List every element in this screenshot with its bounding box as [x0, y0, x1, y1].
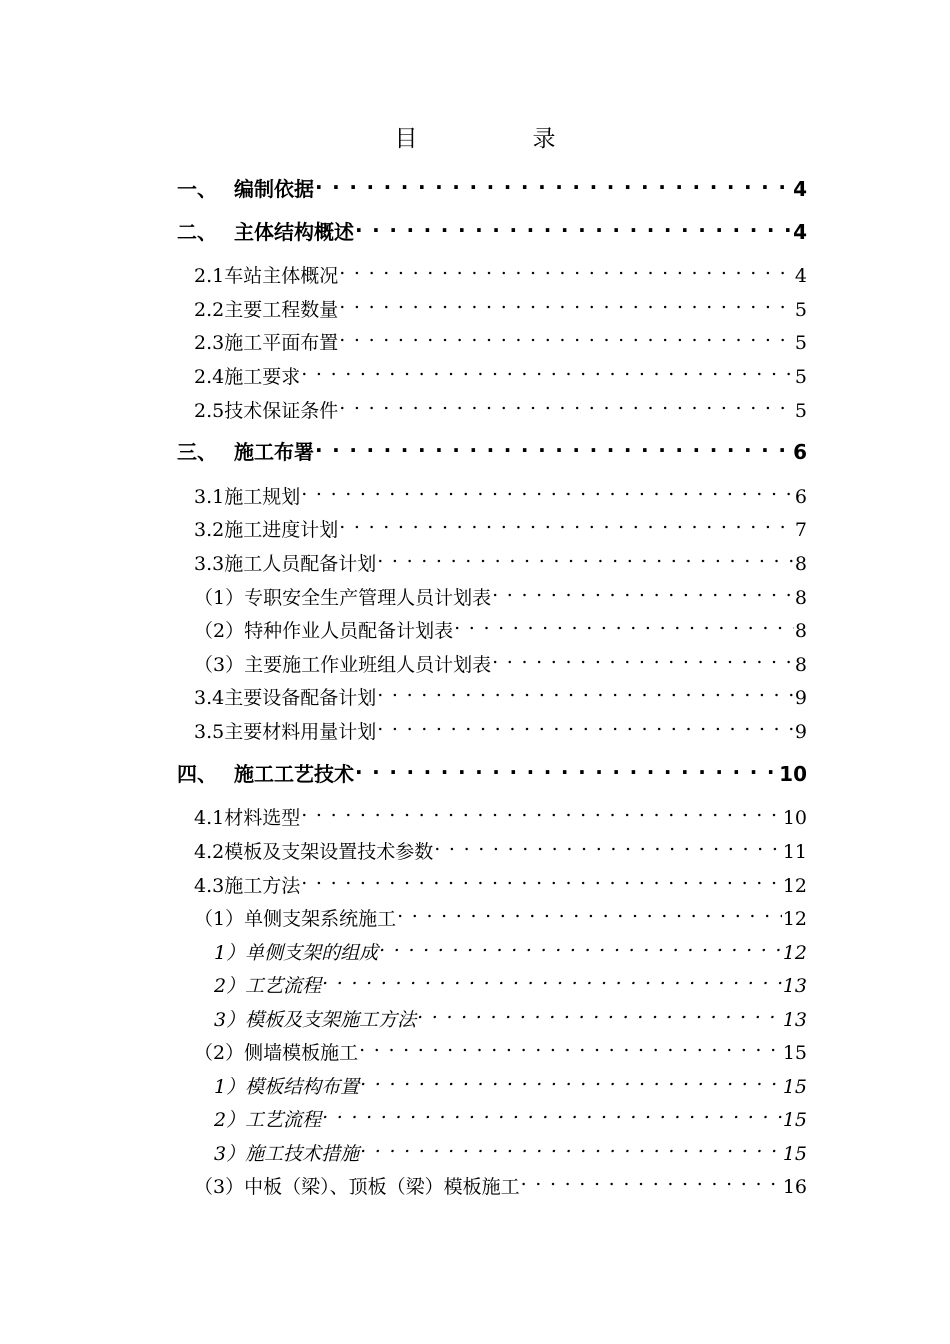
- toc-entry-3-3-1[interactable]: [194, 576, 807, 609]
- dot-leader: [301, 475, 794, 503]
- dot-leader: [377, 542, 794, 570]
- toc-entry-text: （1）单侧支架系统施工: [194, 908, 397, 930]
- toc-entry-3-3[interactable]: [194, 542, 807, 575]
- toc-entry-4-3-3[interactable]: [194, 1165, 807, 1198]
- toc-entry-page: 6: [794, 486, 807, 508]
- toc-entry-text: 3.3施工人员配备计划: [194, 553, 377, 575]
- toc-entry-page: 8: [794, 654, 807, 676]
- toc-entry-3-5[interactable]: [194, 710, 807, 743]
- toc-entry-2-5[interactable]: [194, 389, 807, 422]
- toc-entry-page: 12: [782, 908, 807, 930]
- toc-entry-page: 12: [782, 942, 807, 964]
- toc-entry-4-3-1-3[interactable]: [214, 998, 807, 1031]
- toc-entry-4-3-1-1[interactable]: [214, 931, 807, 964]
- toc-entry-page: 5: [794, 332, 807, 354]
- toc-entry-label: [177, 218, 354, 246]
- dot-leader: [360, 1065, 782, 1093]
- toc-entry-page: 16: [782, 1176, 807, 1198]
- dot-leader: [339, 288, 794, 316]
- dot-leader: [521, 1165, 782, 1193]
- toc-entry-text: （2）侧墙模板施工: [194, 1042, 359, 1064]
- dot-leader: [379, 931, 782, 959]
- dot-leader: [301, 355, 794, 383]
- toc-entry-number: 二、: [177, 220, 217, 244]
- toc-entry-text: 2）工艺流程: [214, 975, 322, 997]
- toc-entry-text: 1）单侧支架的组成: [214, 942, 379, 964]
- dot-leader: [301, 796, 782, 824]
- toc-entry-page: 7: [794, 519, 807, 541]
- toc-entry-4-3-2-2[interactable]: [214, 1098, 807, 1131]
- toc-entry-text: （1）专职安全生产管理人员计划表: [194, 587, 492, 609]
- dot-leader: [377, 710, 794, 738]
- toc-entry-4-1[interactable]: [194, 796, 807, 829]
- toc-entry-number: 三、: [177, 440, 217, 464]
- toc-entry-3-1[interactable]: [194, 475, 807, 508]
- toc-entry-text: 2）工艺流程: [214, 1109, 322, 1131]
- toc-entry-text: 2.4施工要求: [194, 366, 301, 388]
- toc-entry-page: 5: [794, 299, 807, 321]
- toc-entry-4-3-2-3[interactable]: [214, 1132, 807, 1165]
- toc-entry-page: 4: [794, 265, 807, 287]
- dot-leader: [315, 431, 792, 459]
- toc-entry-4-3[interactable]: [194, 864, 807, 897]
- toc-entry-page: 8: [794, 620, 807, 642]
- toc-entry-page: 4: [793, 220, 807, 244]
- toc-entry-label: [177, 438, 314, 466]
- toc-entry-text: 4.2模板及支架设置技术参数: [194, 841, 434, 863]
- toc-entry-text: 2.2主要工程数量: [194, 299, 339, 321]
- dot-leader: [355, 211, 792, 239]
- toc-entry-text: 编制依据: [234, 177, 314, 201]
- toc-entry-text: 2.5技术保证条件: [194, 400, 339, 422]
- toc-entry-page: 10: [782, 807, 807, 829]
- toc-entry-page: 8: [794, 587, 807, 609]
- toc-entry-text: 4.1材料选型: [194, 807, 301, 829]
- toc-entry-section-3[interactable]: [177, 431, 807, 464]
- toc-entry-page: 15: [782, 1143, 807, 1165]
- toc-entry-4-3-1[interactable]: [194, 897, 807, 930]
- toc-entry-text: 施工布署: [234, 440, 314, 464]
- dot-leader: [417, 998, 782, 1026]
- dot-leader: [492, 576, 794, 604]
- dot-leader: [377, 676, 794, 704]
- toc-entry-section-4[interactable]: [177, 753, 807, 786]
- toc-entry-4-3-2[interactable]: [194, 1031, 807, 1064]
- toc-entry-text: 2.1车站主体概况: [194, 265, 339, 287]
- toc-entry-page: 13: [782, 975, 807, 997]
- toc-entry-3-3-3[interactable]: [194, 643, 807, 676]
- toc-entry-3-4[interactable]: [194, 676, 807, 709]
- toc-entry-section-1[interactable]: [177, 168, 807, 201]
- toc-entry-2-3[interactable]: [194, 321, 807, 354]
- toc-entry-text: （3）中板（梁）、顶板（梁）模板施工: [194, 1176, 520, 1198]
- toc-entry-page: 9: [794, 721, 807, 743]
- toc-entry-page: 9: [794, 687, 807, 709]
- toc-entry-text: 3.2施工进度计划: [194, 519, 339, 541]
- dot-leader: [434, 830, 782, 858]
- toc-entry-text: 3.5主要材料用量计划: [194, 721, 377, 743]
- toc-entry-4-3-2-1[interactable]: [214, 1065, 807, 1098]
- toc-entry-3-3-2[interactable]: [194, 609, 807, 642]
- toc-entry-page: 6: [793, 440, 807, 464]
- toc-entry-label: [177, 175, 314, 203]
- toc-entry-text: 2.3施工平面布置: [194, 332, 339, 354]
- toc-entry-2-1[interactable]: [194, 254, 807, 287]
- toc-entry-text: （3）主要施工作业班组人员计划表: [194, 654, 492, 676]
- toc-entry-page: 13: [782, 1009, 807, 1031]
- toc-entry-text: 3.1施工规划: [194, 486, 301, 508]
- toc-entry-4-2[interactable]: [194, 830, 807, 863]
- toc-entry-page: 5: [794, 366, 807, 388]
- dot-leader: [454, 609, 794, 637]
- toc-entry-2-2[interactable]: [194, 288, 807, 321]
- dot-leader: [339, 254, 794, 282]
- toc-title: 目 录: [394, 126, 602, 152]
- dot-leader: [360, 1132, 782, 1160]
- toc-entry-text: 3）施工技术措施: [214, 1143, 360, 1165]
- toc-entry-number: 四、: [177, 762, 217, 786]
- dot-leader: [397, 897, 782, 925]
- toc-entry-text: 4.3施工方法: [194, 875, 301, 897]
- toc-entry-page: 11: [782, 841, 807, 863]
- toc-entry-section-2[interactable]: [177, 211, 807, 244]
- toc-entry-page: 4: [793, 177, 807, 201]
- dot-leader: [339, 508, 794, 536]
- toc-entry-4-3-1-2[interactable]: [214, 964, 807, 997]
- dot-leader: [322, 1098, 782, 1126]
- toc-entry-text: 施工工艺技术: [234, 762, 354, 786]
- toc-entry-3-2[interactable]: [194, 508, 807, 541]
- dot-leader: [339, 321, 794, 349]
- toc-entry-page: 5: [794, 400, 807, 422]
- toc-entry-text: 1）模板结构布置: [214, 1076, 360, 1098]
- toc-entry-label: [177, 760, 354, 788]
- dot-leader: [322, 964, 782, 992]
- toc-entry-text: 3.4主要设备配备计划: [194, 687, 377, 709]
- toc-entry-2-4[interactable]: [194, 355, 807, 388]
- toc-entry-page: 8: [794, 553, 807, 575]
- dot-leader: [359, 1031, 782, 1059]
- dot-leader: [301, 864, 782, 892]
- toc-entry-page: 15: [782, 1042, 807, 1064]
- dot-leader: [339, 389, 794, 417]
- toc-entry-page: 10: [779, 762, 807, 786]
- toc-entry-text: （2）特种作业人员配备计划表: [194, 620, 454, 642]
- toc-entry-text: 3）模板及支架施工方法: [214, 1009, 417, 1031]
- toc-entry-number: 一、: [177, 177, 217, 201]
- toc-entry-page: 12: [782, 875, 807, 897]
- toc-entry-page: 15: [782, 1109, 807, 1131]
- toc-entry-text: 主体结构概述: [234, 220, 354, 244]
- dot-leader: [492, 643, 794, 671]
- dot-leader: [315, 168, 792, 196]
- dot-leader: [355, 753, 778, 781]
- toc-entry-page: 15: [782, 1076, 807, 1098]
